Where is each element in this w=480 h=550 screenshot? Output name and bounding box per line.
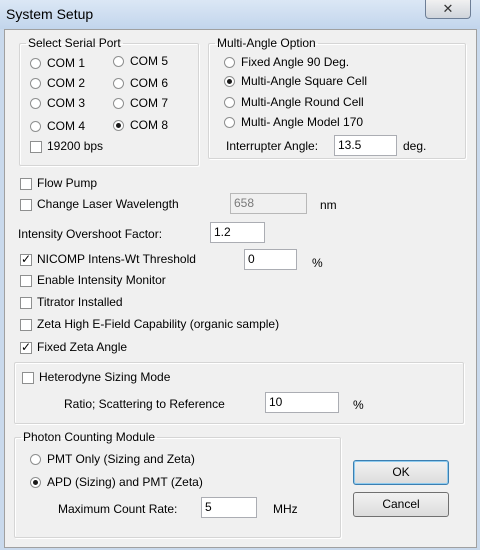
max-count-rate-input[interactable]: 5 [201, 497, 257, 518]
com6-label: COM 6 [130, 76, 169, 90]
serial-port-legend: Select Serial Port [28, 36, 121, 50]
com1-radio[interactable] [30, 58, 41, 69]
close-button[interactable] [425, 0, 471, 19]
heterodyne-label: Heterodyne Sizing Mode [39, 370, 171, 384]
apd-pmt-radio[interactable] [30, 477, 41, 488]
com2-label: COM 2 [47, 76, 86, 90]
pmt-only-label: PMT Only (Sizing and Zeta) [47, 452, 195, 466]
ratio-unit: % [353, 398, 364, 412]
com7-radio[interactable] [113, 98, 124, 109]
com3-radio[interactable] [30, 98, 41, 109]
laser-wavelength-input[interactable]: 658 [230, 193, 307, 214]
model-170-radio[interactable] [224, 117, 235, 128]
com6-radio[interactable] [113, 78, 124, 89]
titrator-label: Titrator Installed [37, 295, 123, 309]
laser-wavelength-unit: nm [320, 198, 337, 212]
com8-label: COM 8 [130, 118, 169, 132]
model-170-label: Multi- Angle Model 170 [241, 115, 364, 129]
nicomp-threshold-label: NICOMP Intens-Wt Threshold [37, 252, 196, 266]
interrupter-angle-label: Interrupter Angle: [226, 139, 319, 153]
round-cell-radio[interactable] [224, 97, 235, 108]
apd-pmt-label: APD (Sizing) and PMT (Zeta) [47, 475, 203, 489]
flow-pump-checkbox[interactable] [20, 178, 32, 190]
ratio-label: Ratio; Scattering to Reference [64, 397, 225, 411]
interrupter-angle-input[interactable]: 13.5 [334, 135, 397, 156]
com4-label: COM 4 [47, 119, 86, 133]
round-cell-label: Multi-Angle Round Cell [241, 95, 364, 109]
com1-label: COM 1 [47, 56, 86, 70]
square-cell-label: Multi-Angle Square Cell [241, 74, 368, 88]
com8-radio[interactable] [113, 120, 124, 131]
overshoot-factor-label: Intensity Overshoot Factor: [18, 227, 163, 241]
overshoot-factor-input[interactable]: 1.2 [210, 222, 265, 243]
baud-19200-checkbox[interactable] [30, 141, 42, 153]
max-count-rate-unit: MHz [273, 502, 298, 516]
pmt-only-radio[interactable] [30, 454, 41, 465]
fixed-zeta-angle-label: Fixed Zeta Angle [37, 340, 128, 354]
multi-angle-legend: Multi-Angle Option [217, 36, 316, 50]
intensity-monitor-label: Enable Intensity Monitor [37, 273, 166, 287]
change-laser-label: Change Laser Wavelength [37, 197, 179, 211]
title-bar [0, 0, 480, 29]
fixed-angle-90-radio[interactable] [224, 57, 235, 68]
fixed-angle-90-label: Fixed Angle 90 Deg. [241, 55, 350, 69]
nicomp-threshold-input[interactable]: 0 [244, 249, 297, 270]
square-cell-radio[interactable] [224, 76, 235, 87]
com2-radio[interactable] [30, 78, 41, 89]
com5-label: COM 5 [130, 54, 169, 68]
photon-counting-legend: Photon Counting Module [23, 430, 156, 444]
com7-label: COM 7 [130, 96, 169, 110]
heterodyne-checkbox[interactable] [22, 372, 34, 384]
com4-radio[interactable] [30, 121, 41, 132]
titrator-checkbox[interactable] [20, 297, 32, 309]
nicomp-threshold-checkbox[interactable] [20, 254, 32, 266]
max-count-rate-label: Maximum Count Rate: [58, 502, 178, 516]
fixed-zeta-angle-checkbox[interactable] [20, 342, 32, 354]
zeta-high-efield-checkbox[interactable] [20, 319, 32, 331]
baud-19200-label: 19200 bps [47, 139, 104, 153]
cancel-button[interactable]: Cancel [353, 492, 449, 517]
ratio-input[interactable]: 10 [265, 392, 339, 413]
dialog-body [4, 29, 477, 548]
interrupter-angle-unit: deg. [403, 139, 427, 153]
nicomp-threshold-unit: % [312, 256, 323, 270]
serial-port-group [19, 36, 199, 166]
window-title: System Setup [6, 6, 94, 22]
ok-button[interactable]: OK [353, 460, 449, 485]
flow-pump-label: Flow Pump [37, 176, 98, 190]
change-laser-checkbox[interactable] [20, 199, 32, 211]
close-icon: ✕ [442, 1, 454, 16]
intensity-monitor-checkbox[interactable] [20, 275, 32, 287]
com5-radio[interactable] [113, 56, 124, 67]
com3-label: COM 3 [47, 96, 86, 110]
zeta-high-efield-label: Zeta High E-Field Capability (organic sample) [37, 317, 280, 331]
